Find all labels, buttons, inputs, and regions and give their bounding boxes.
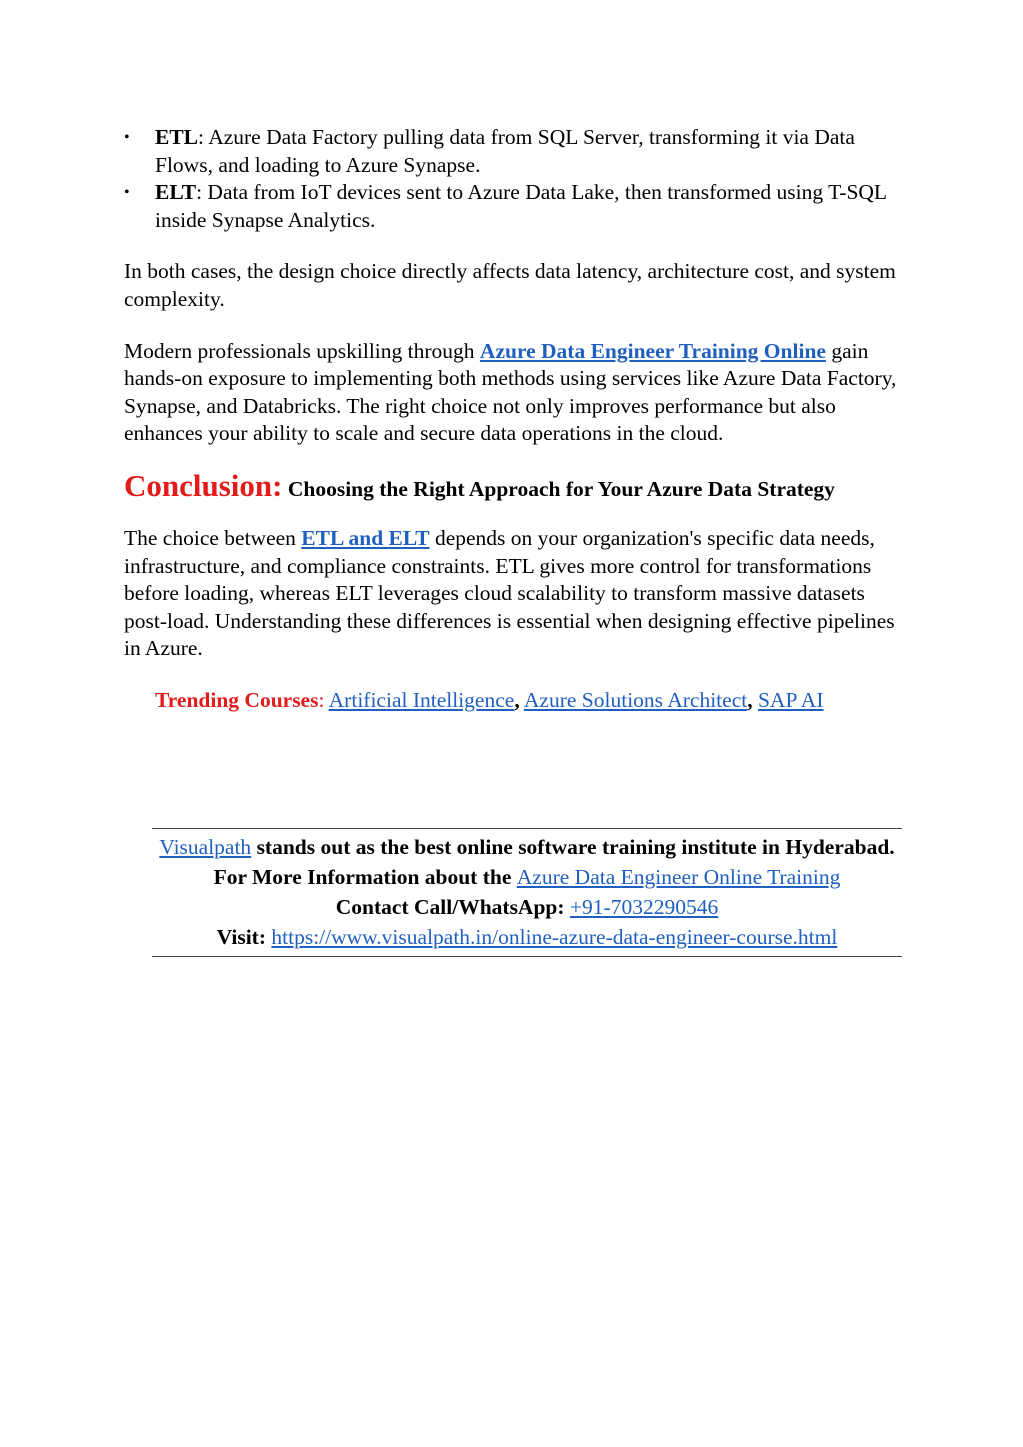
contact-label: Contact Call/WhatsApp: xyxy=(335,895,570,919)
document-body xyxy=(124,124,904,715)
trending-colon: : xyxy=(318,687,325,712)
bullet-icon: • xyxy=(124,129,130,146)
paragraph-both-cases: In both cases, the design choice directly affects data latency, architecture cost, and system complexity. xyxy=(124,259,896,311)
bullet-text-elt: : Data from IoT devices sent to Azure Data Lake, then transformed using T-SQL inside Synapse Analytics. xyxy=(155,180,887,232)
course-separator: , xyxy=(514,687,520,712)
trending-courses xyxy=(124,687,904,715)
contact-line xyxy=(152,892,902,922)
course-link-artificial-intelligence[interactable]: Artificial Intelligence xyxy=(328,687,515,712)
azure-data-engineer-online-training-link[interactable]: Azure Data Engineer Online Training xyxy=(516,865,841,889)
paragraph-choice xyxy=(124,525,904,663)
visualpath-statement xyxy=(152,832,902,862)
bullet-icon: • xyxy=(124,184,130,202)
course-url-link[interactable]: https://www.visualpath.in/online-azure-data-engineer-course.html xyxy=(271,925,838,949)
more-info-line xyxy=(152,862,902,892)
modern-text-after: gain hands-on exposure to implementing both methods using services like Azure Data Factory, Synapse, and Databricks. The right choice not only improves performance but also enhances your ability to scale and secure data operations in the cloud. xyxy=(124,338,897,446)
contact-info-box xyxy=(152,828,902,957)
visualpath-link[interactable]: Visualpath xyxy=(159,835,252,859)
choice-text-after: depends on your organization's specific data needs, infrastructure, and compliance constraints. ETL gives more control for transformations before loading, whereas ELT leverages cloud scalability to transform massive datasets post-load. Understanding these differences is essential when designing effective pipelines in Azure. xyxy=(124,525,895,661)
phone-link[interactable]: +91-7032290546 xyxy=(569,895,719,919)
bullet-elt xyxy=(124,179,904,234)
course-link-sap-ai[interactable]: SAP AI xyxy=(757,687,824,712)
visualpath-statement-text: stands out as the best online software training institute in Hyderabad. xyxy=(251,835,895,859)
conclusion-heading xyxy=(124,467,904,503)
conclusion-subtitle: Choosing the Right Approach for Your Azure Data Strategy xyxy=(282,476,835,501)
trending-courses-label: Trending Courses xyxy=(155,687,319,712)
course-separator: , xyxy=(747,687,753,712)
modern-text-before: Modern professionals upskilling through xyxy=(124,338,480,363)
etl-elt-bullet-list xyxy=(124,124,904,234)
etl-and-elt-link[interactable]: ETL and ELT xyxy=(301,525,430,550)
paragraph-modern-professionals xyxy=(124,338,904,448)
course-link-azure-solutions-architect[interactable]: Azure Solutions Architect xyxy=(523,687,748,712)
bullet-etl xyxy=(124,124,904,179)
visit-line xyxy=(152,922,902,952)
azure-data-engineer-training-online-link[interactable]: Azure Data Engineer Training Online xyxy=(479,338,826,363)
choice-text-before: The choice between xyxy=(124,525,302,550)
bullet-term-elt: ELT xyxy=(155,180,197,205)
more-info-label: For More Information about the xyxy=(213,865,517,889)
conclusion-label: Conclusion: xyxy=(124,467,283,503)
visit-label: Visit: xyxy=(216,925,272,949)
bullet-text-etl: : Azure Data Factory pulling data from SQL Server, transforming it via Data Flows, and loading to Azure Synapse. xyxy=(155,125,855,177)
bullet-term-etl: ETL xyxy=(155,125,199,149)
